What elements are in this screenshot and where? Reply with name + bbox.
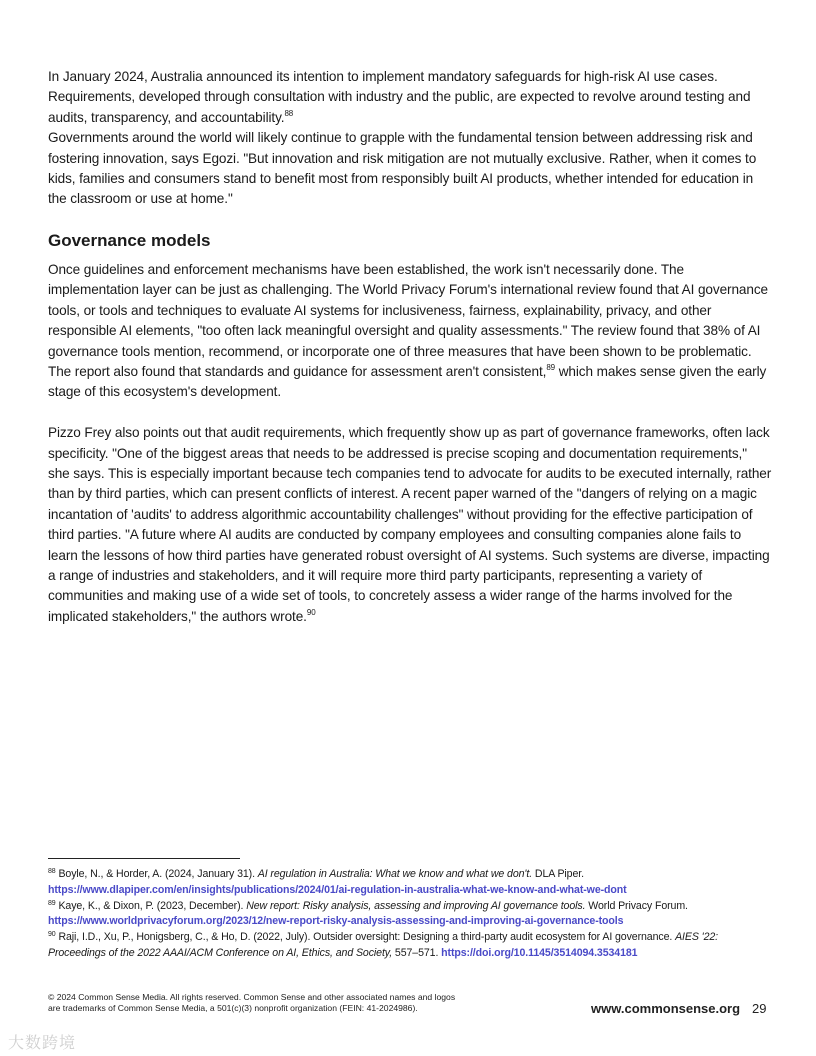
footnote-link[interactable]: https://doi.org/10.1145/3514094.3534181 xyxy=(441,946,638,959)
footnote-ref[interactable]: 90 xyxy=(306,607,316,617)
copyright-line: © 2024 Common Sense Media. All rights reserved. Common Sense and other associated names and logos xyxy=(48,992,456,1002)
paragraph-text: Pizzo Frey also points out that audit requirements, which frequently show up as part of governance frameworks, often lack specificity. "One of the biggest areas that needs to be addressed is precise scoping and documentation requirements," she says. This is especially important because tech companies tend to advocate for audits to be executed internally, rather than by third parties, which can present conflicts of interest. A recent paper warned of the "dangers of relying on a magic incantation of 'audits' to address algorithmic accountability challenges" without providing for the effective participation of third parties. "A future where AI audits are conducted by company employees and consulting companies alone fails to learn the lessons of how third parties have generated robust oversight of AI systems. Such systems are diverse, impacting a range of industries and stakeholders, and it will require more third party participants, representing a variety of communities and making use of a wide set of tools, to concretely assess a wider range of the harms involved for the implicated stakeholders," the authors wrote. xyxy=(48,425,772,624)
footnote-text: 557–571. xyxy=(392,946,442,959)
governance-section xyxy=(48,260,772,627)
footnote-text: Boyle, N., & Horder, A. (2024, January 31). xyxy=(58,868,258,880)
footnote-number: 90 xyxy=(48,931,56,939)
footnote-ref[interactable]: 88 xyxy=(284,108,294,118)
footnote-text: DLA Piper. xyxy=(532,868,584,880)
footnote-text: Raji, I.D., Xu, P., Honigsberg, C., & Ho, D. (2022, July). Outsider oversight: Designing a third-party audit ecosystem for AI governance. xyxy=(58,931,676,944)
footnote-ref[interactable]: 89 xyxy=(546,363,556,373)
footnote-divider xyxy=(48,858,240,859)
intro-section xyxy=(48,67,772,210)
copyright-notice xyxy=(48,992,455,1014)
watermark-logo: 大数跨境 xyxy=(8,1035,77,1052)
footnote-title: AIES '22: Proceedings of the 2022 AAAI/ACM Conference on AI, Ethics, and Society, xyxy=(48,931,718,959)
paragraph xyxy=(48,67,772,128)
paragraph: Governments around the world will likely continue to grapple with the fundamental tension between addressing risk and fostering innovation, says Egozi. "But innovation and risk mitigation are not mutually exclusive. Rather, when it comes to kids, families and consumers stand to benefit most from responsibly built AI products, whether intended for education in the classroom or use at home." xyxy=(48,130,757,207)
footnotes xyxy=(48,867,778,962)
footnote-link[interactable]: https://www.dlapiper.com/en/insights/publications/2024/01/ai-regulation-in-australia-what-we-know-and-what-we-dont xyxy=(48,883,627,896)
footnote xyxy=(48,899,778,931)
paragraph xyxy=(48,423,772,627)
footnote-title: AI regulation in Australia: What we know and what we don't. xyxy=(257,868,533,880)
copyright-line: are trademarks of Common Sense Media, a 501(c)(3) nonprofit organization (FEIN: 41-2024986). xyxy=(48,1003,418,1013)
paragraph xyxy=(48,260,772,403)
footnote-number: 88 xyxy=(48,868,56,875)
footnote-title: New report: Risky analysis, assessing and improving AI governance tools. xyxy=(246,899,586,912)
footnote-link[interactable]: https://www.worldprivacyforum.org/2023/12/new-report-risky-analysis-assessing-and-improving-ai-governance-tools xyxy=(48,915,624,928)
footnote-number: 89 xyxy=(48,899,56,907)
section-heading: Governance models xyxy=(48,231,211,250)
website-link[interactable]: www.commonsense.org xyxy=(591,1001,741,1016)
page-number: 29 xyxy=(752,1001,767,1016)
footnote xyxy=(48,930,778,962)
paragraph-text: In January 2024, Australia announced its intention to implement mandatory safeguards for high-risk AI use cases. Requirements, developed through consultation with industry and the public, are expected to revolve around testing and audits, transparency, and accountability. xyxy=(48,69,751,125)
footnote-text: World Privacy Forum. xyxy=(585,899,688,912)
footnote xyxy=(48,867,778,899)
paragraph-text: which makes sense given the early stage of this ecosystem's development. xyxy=(48,364,767,400)
paragraph-text: Once guidelines and enforcement mechanisms have been established, the work isn't necessarily done. The implementation layer can be just as challenging. The World Privacy Forum's international review found that AI governance tools, or tools and techniques to evaluate AI systems for inclusiveness, fairness, explainability, privacy, and other responsible AI elements, "too often lack meaningful oversight and quality assessments." The review found that 38% of AI governance tools mention, recommend, or incorporate one of three measures that have been shown to be problematic. The report also found that standards and guidance for assessment aren't consistent, xyxy=(48,262,769,380)
footnote-text: Kaye, K., & Dixon, P. (2023, December). xyxy=(58,899,247,912)
